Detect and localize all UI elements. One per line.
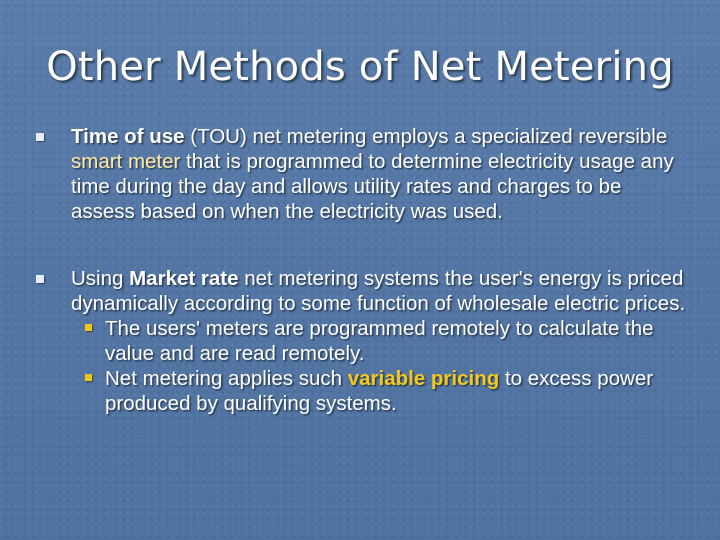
sub-bullet-list	[71, 316, 686, 416]
term-market-rate: Market rate	[129, 267, 239, 290]
sub-bullet-meters-remote	[71, 316, 686, 366]
bullet-text-part: net metering systems the user's energy is priced dynamically according to some function of wholesale electric prices.	[71, 267, 686, 315]
highlight-variable-pricing: variable pricing	[347, 367, 500, 390]
sub-bullet-variable-pricing	[71, 366, 686, 416]
bullet-text-part: (TOU) net metering employs a specialized reversible	[184, 125, 668, 148]
square-sub-bullet-icon	[85, 324, 92, 331]
sub-bullet-text-part: Net metering applies such	[105, 367, 348, 390]
sub-bullet-text: The users' meters are programmed remotely to calculate the value and are read remotely.	[105, 317, 654, 365]
square-bullet-icon	[36, 133, 44, 141]
sub-bullet-text-part: to excess power produced by qualifying systems.	[105, 367, 654, 415]
highlight-smart-meter: smart meter	[71, 150, 181, 173]
bullet-time-of-use	[36, 124, 686, 224]
term-time-of-use: Time of use	[71, 125, 185, 148]
bullet-list	[36, 124, 686, 416]
slide-title: Other Methods of Net Metering	[46, 44, 674, 90]
bullet-market-rate	[36, 266, 686, 416]
square-sub-bullet-icon	[85, 374, 92, 381]
bullet-text-part: that is programmed to determine electricity usage any time during the day and allows utility rates and charges to be assess based on when the electricity was used.	[71, 150, 674, 223]
bullet-text-part: Using	[71, 267, 130, 290]
square-bullet-icon	[36, 275, 44, 283]
